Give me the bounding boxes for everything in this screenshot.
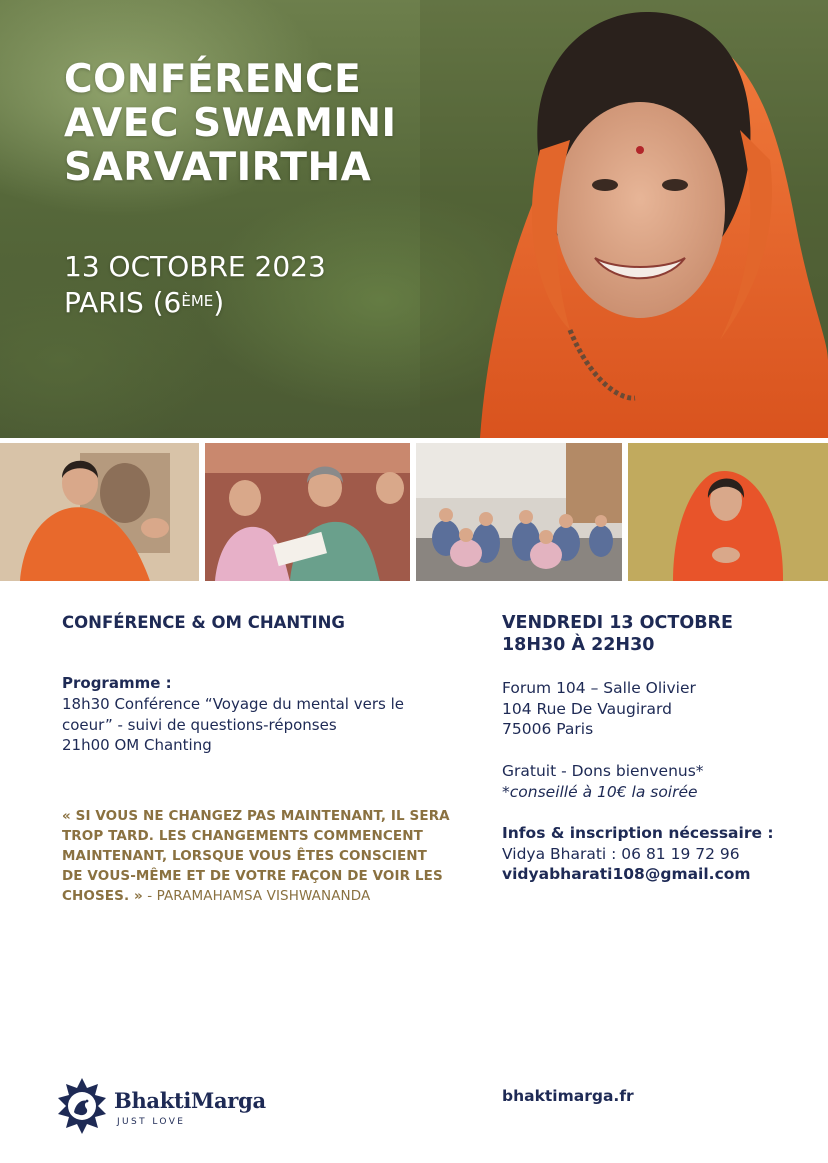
- contact-phone: Vidya Bharati : 06 81 19 72 96: [502, 844, 740, 863]
- address-line: 75006 Paris: [502, 720, 594, 738]
- programme-line: 18h30 Conférence “Voyage du mental vers le: [62, 695, 404, 713]
- lotus-swan-icon: [54, 1076, 110, 1136]
- event-city: [64, 286, 224, 320]
- title-line-2: AVEC SWAMINI: [64, 101, 397, 146]
- city-close-paren: ): [213, 286, 225, 319]
- address-line: 104 Rue De Vaugirard: [502, 699, 672, 718]
- logo-tagline: JUST LOVE: [117, 1117, 186, 1127]
- event-day: VENDREDI 13 OCTOBRE: [502, 613, 733, 633]
- hero-banner: [0, 0, 828, 438]
- photo-speaker-teaching: [0, 443, 199, 581]
- title-line-1: CONFÉRENCE: [64, 57, 362, 102]
- event-subtitle: CONFÉRENCE & OM CHANTING: [62, 613, 345, 632]
- quote-block: [62, 806, 452, 906]
- price-note: *conseillé à 10€ la soirée: [502, 782, 698, 801]
- programme-title: Programme :: [62, 674, 172, 692]
- city-name: PARIS (6: [64, 286, 182, 319]
- venue-address: [502, 678, 812, 740]
- programme-line: 21h00 OM Chanting: [62, 736, 212, 754]
- contact-email[interactable]: vidyabharati108@gmail.com: [502, 865, 751, 883]
- info-title: Infos & inscription nécessaire :: [502, 824, 774, 842]
- address-line: Forum 104 – Salle Olivier: [502, 679, 696, 697]
- photo-audience-writing: [205, 443, 410, 581]
- programme-column: [62, 612, 462, 904]
- event-title: [64, 58, 397, 190]
- photo-speaker-seated: [628, 443, 828, 581]
- bhaktimarga-logo: [54, 1074, 294, 1138]
- speaker-portrait: [420, 0, 828, 438]
- programme-line: coeur” - suivi de questions-réponses: [62, 715, 337, 734]
- details-column: [502, 612, 802, 883]
- event-datetime: [502, 612, 802, 656]
- contact-info: [502, 823, 812, 885]
- arrondissement-suffix: ÈME: [181, 292, 214, 310]
- event-date: 13 OCTOBRE 2023: [64, 250, 326, 283]
- photo-strip: [0, 443, 828, 581]
- pricing: [502, 761, 812, 802]
- title-line-3: SARVATIRTHA: [64, 145, 372, 190]
- quote-author: - PARAMAHAMSA VISHWANANDA: [142, 887, 371, 904]
- photo-meditation-hall: [416, 443, 622, 581]
- logo-wordmark: BhaktiMarga: [114, 1088, 266, 1113]
- price-text: Gratuit - Dons bienvenus*: [502, 762, 704, 780]
- event-hours: 18H30 À 22H30: [502, 635, 655, 655]
- quote-text: « SI VOUS NE CHANGEZ PAS MAINTENANT, IL SERA TROP TARD. LES CHANGEMENTS COMMENCENT MAINTENANT, LORSQUE VOUS ÊTES CONSCIENT DE VOUS-MÊME ET DE VOTRE FAÇON DE VOIR LES CHOSES. »: [62, 807, 450, 904]
- programme-list: [62, 694, 462, 756]
- website-link[interactable]: bhaktimarga.fr: [502, 1087, 634, 1105]
